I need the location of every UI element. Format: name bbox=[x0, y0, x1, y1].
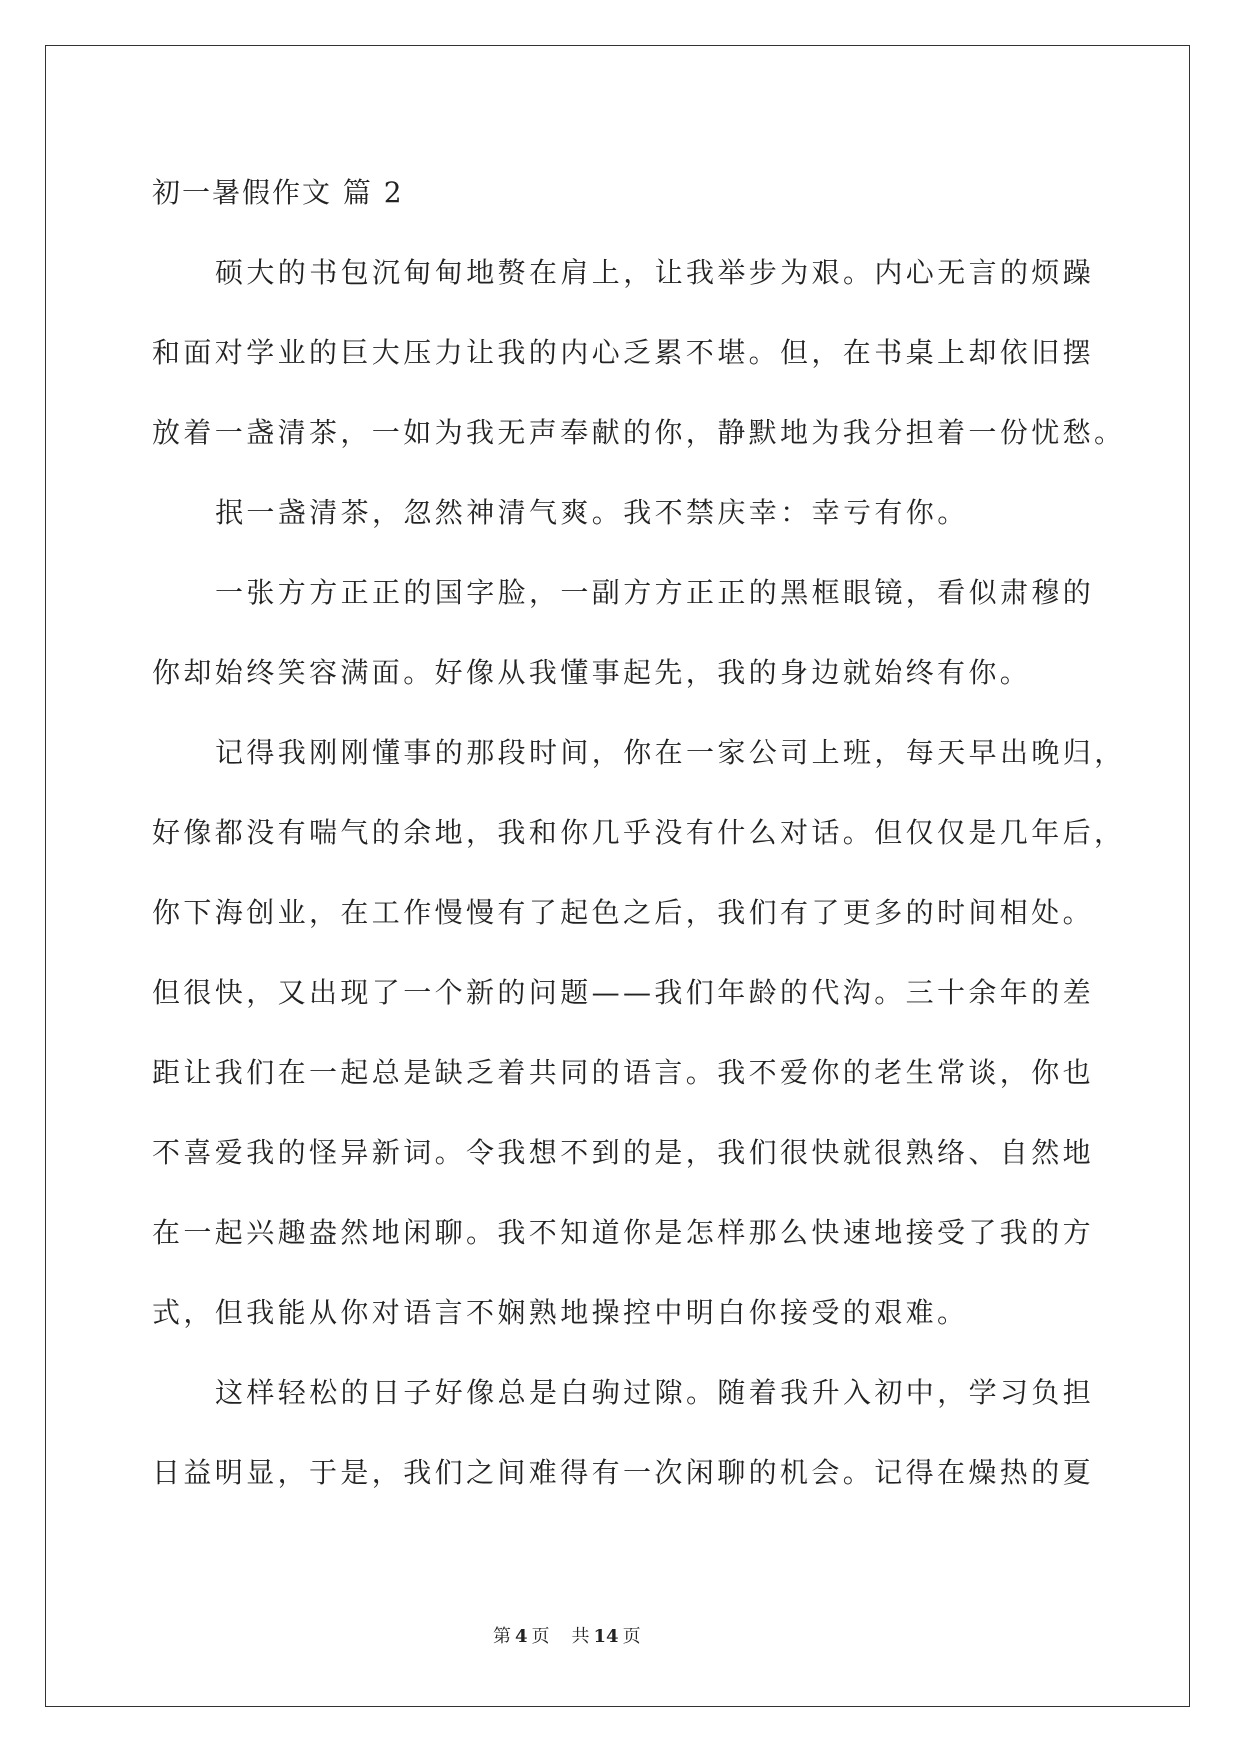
total-prefix: 共 bbox=[571, 1626, 590, 1647]
paragraph-line: 但很快，又出现了一个新的问题——我们年龄的代沟。三十余年的差 bbox=[152, 976, 1095, 1009]
document-body bbox=[152, 153, 1152, 1513]
total-suffix: 页 bbox=[622, 1626, 641, 1647]
paragraph-line: 日益明显，于是，我们之间难得有一次闲聊的机会。记得在燥热的夏 bbox=[152, 1456, 1095, 1489]
page-number: 4 bbox=[515, 1626, 528, 1647]
paragraph-line: 和面对学业的巨大压力让我的内心乏累不堪。但，在书桌上却依旧摆 bbox=[152, 336, 1095, 369]
paragraph-line: 好像都没有喘气的余地，我和你几乎没有什么对话。但仅仅是几年后， bbox=[152, 816, 1126, 849]
paragraph-1 bbox=[152, 233, 1152, 473]
paragraph-line: 式，但我能从你对语言不娴熟地操控中明白你接受的艰难。 bbox=[152, 1296, 969, 1329]
document-title: 初一暑假作文 篇 2 bbox=[152, 176, 404, 209]
paragraph-2 bbox=[152, 473, 1152, 553]
paragraph-3 bbox=[152, 553, 1152, 713]
paragraph-line: 一张方方正正的国字脸，一副方方正正的黑框眼镜，看似肃穆的 bbox=[215, 576, 1095, 609]
paragraph-line: 在一起兴趣盎然地闲聊。我不知道你是怎样那么快速地接受了我的方 bbox=[152, 1216, 1095, 1249]
total-pages: 14 bbox=[593, 1626, 619, 1647]
paragraph-line: 你却始终笑容满面。好像从我懂事起先，我的身边就始终有你。 bbox=[152, 656, 1032, 689]
paragraph-line: 抿一盏清茶，忽然神清气爽。我不禁庆幸：幸亏有你。 bbox=[215, 496, 969, 529]
paragraph-line: 硕大的书包沉甸甸地赘在肩上，让我举步为艰。内心无言的烦躁 bbox=[215, 256, 1095, 289]
paragraph-line: 你下海创业，在工作慢慢有了起色之后，我们有了更多的时间相处。 bbox=[152, 896, 1095, 929]
paragraph-line: 记得我刚刚懂事的那段时间，你在一家公司上班，每天早出晚归， bbox=[215, 736, 1126, 769]
page-footer bbox=[493, 1624, 641, 1650]
page-prefix: 第 bbox=[493, 1626, 511, 1647]
paragraph-line: 距让我们在一起总是缺乏着共同的语言。我不爱你的老生常谈，你也 bbox=[152, 1056, 1095, 1089]
paragraph-5 bbox=[152, 1353, 1152, 1513]
paragraph-line: 放着一盏清茶，一如为我无声奉献的你，静默地为我分担着一份忧愁。 bbox=[152, 416, 1126, 449]
paragraph-line: 不喜爱我的怪异新词。令我想不到的是，我们很快就很熟络、自然地 bbox=[152, 1136, 1095, 1169]
page-suffix: 页 bbox=[531, 1626, 550, 1647]
paragraph-line: 这样轻松的日子好像总是白驹过隙。随着我升入初中，学习负担 bbox=[215, 1376, 1095, 1409]
paragraph-4 bbox=[152, 713, 1152, 1353]
